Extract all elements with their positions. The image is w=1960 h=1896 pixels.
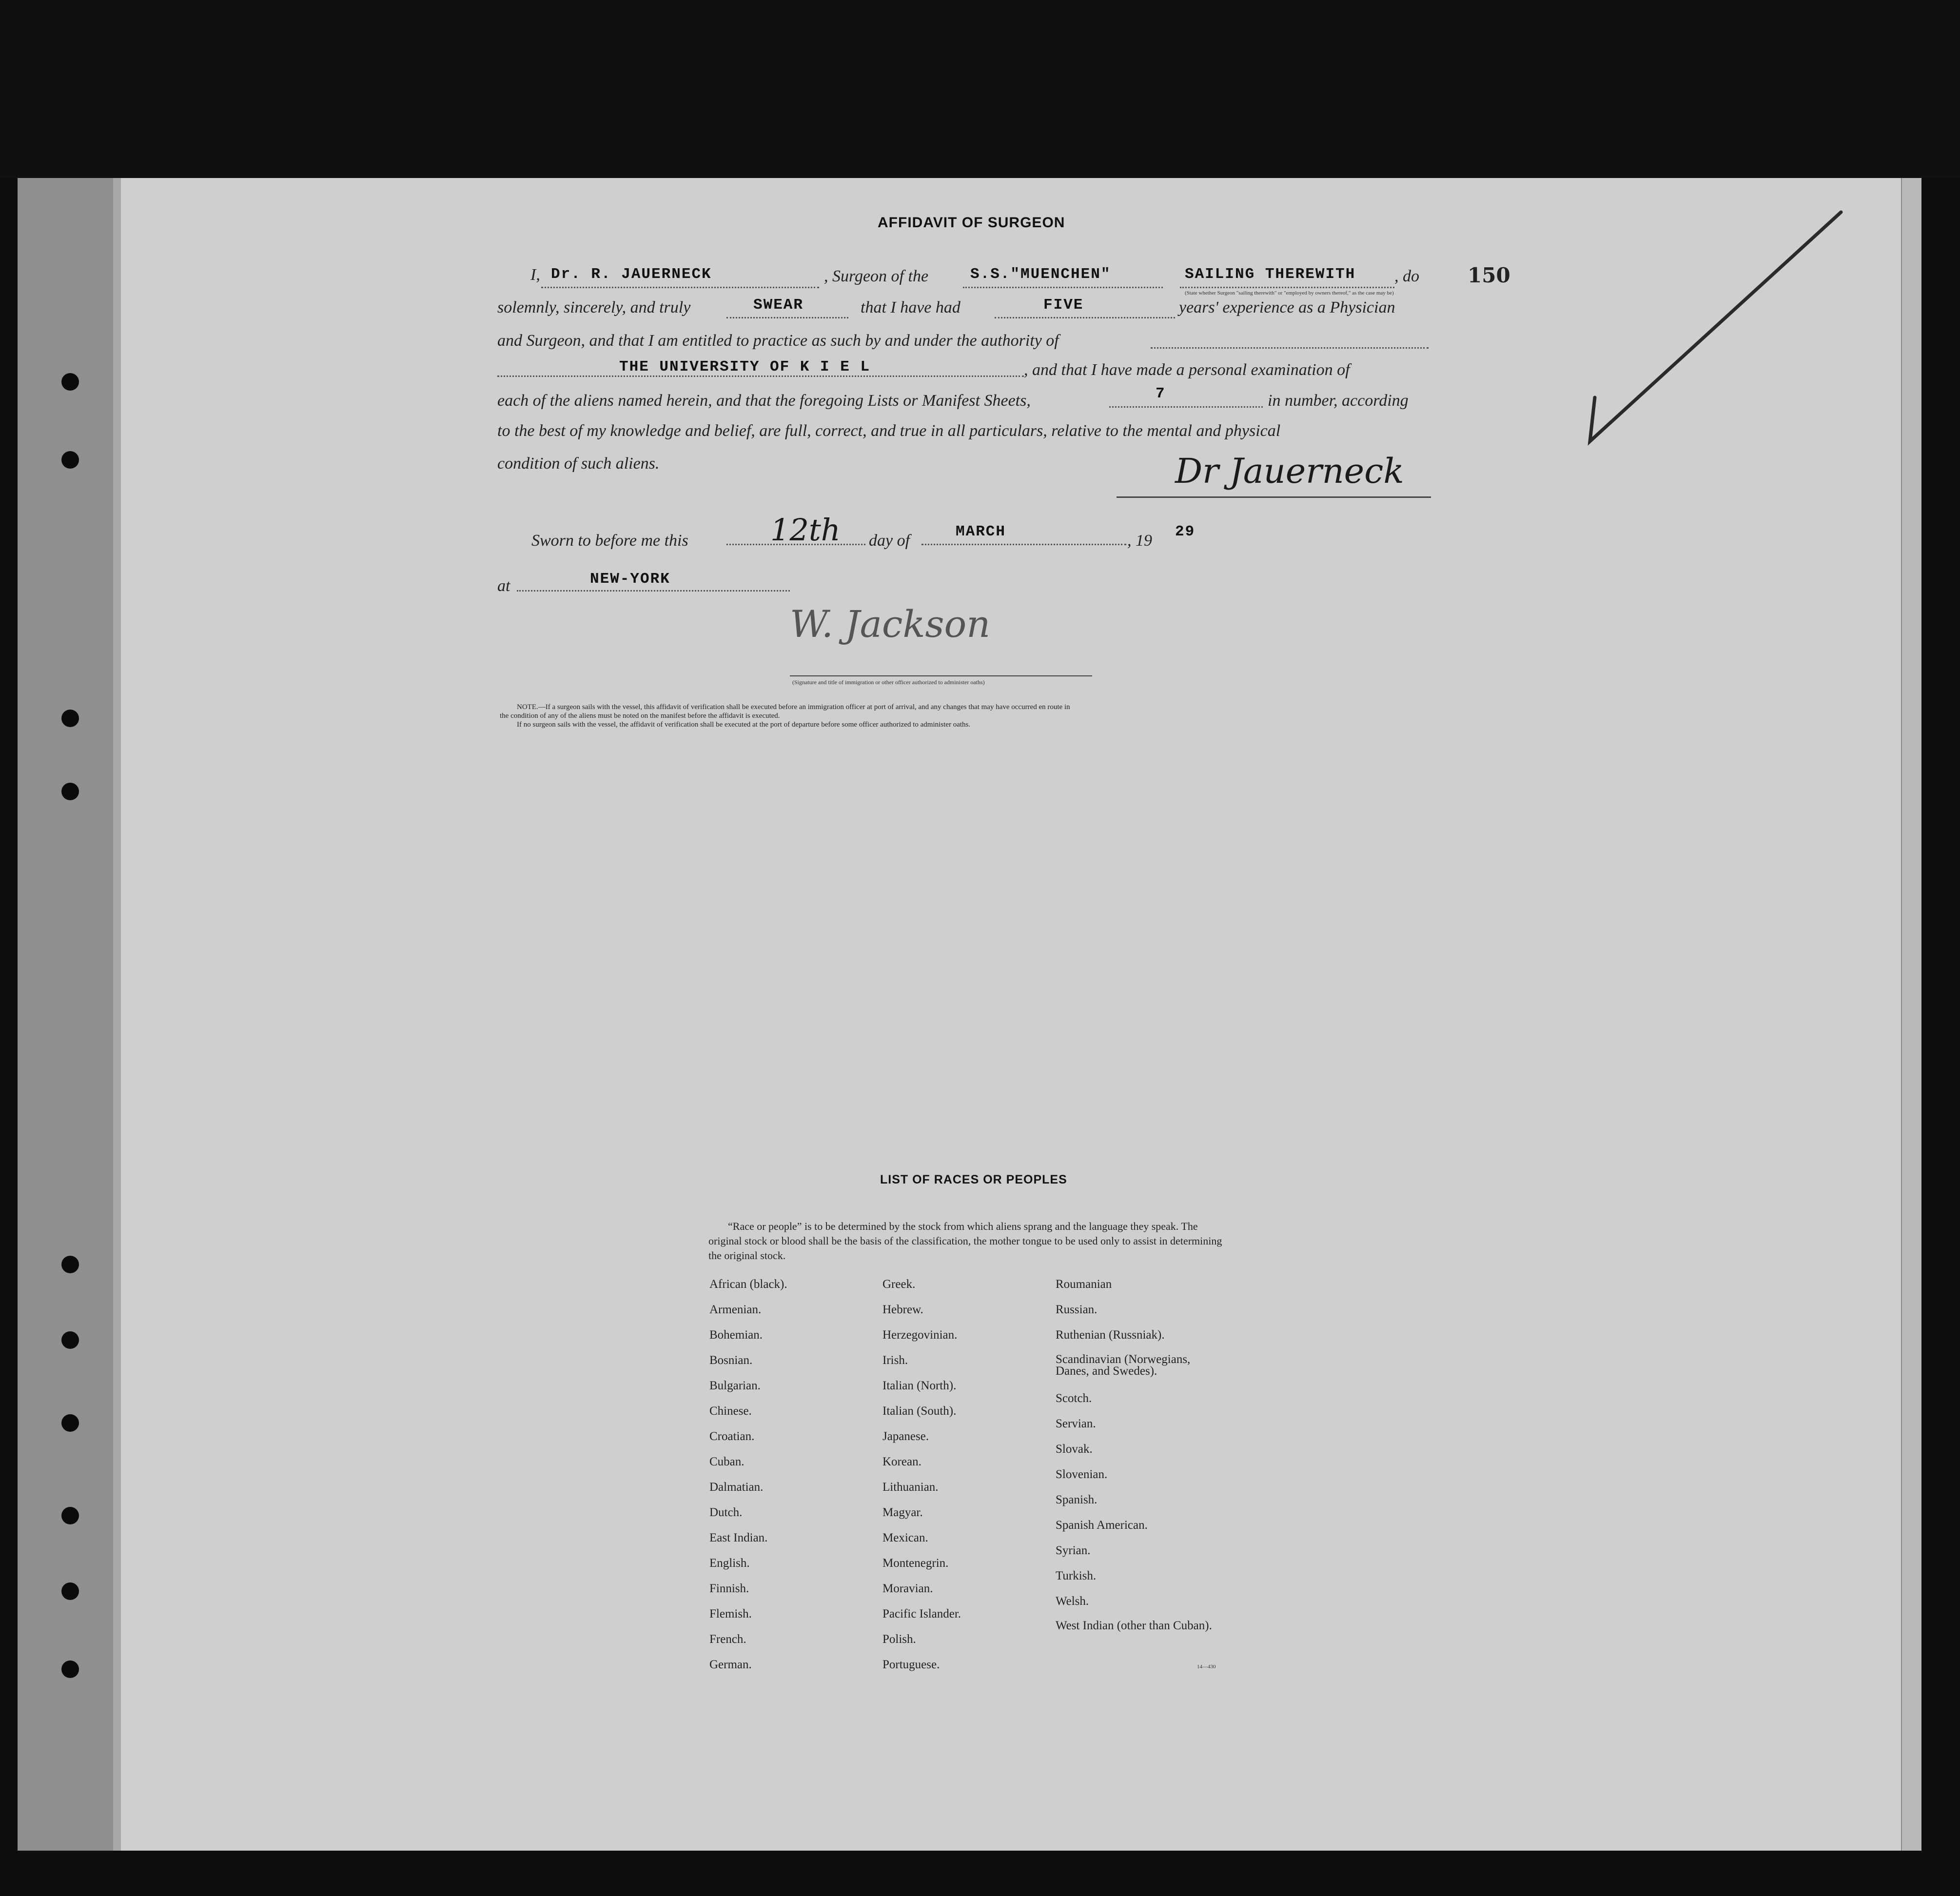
fill-line [1109, 406, 1263, 408]
officer-signature-line [790, 675, 1092, 676]
sailing-status: SAILING THEREWITH [1185, 266, 1356, 283]
line6: to the best of my knowledge and belief, are full, correct, and true in all particulars, relative to the mental and physical [497, 422, 1281, 440]
race-item: Bulgarian. [709, 1379, 761, 1392]
binding-edge [113, 178, 121, 1851]
race-item: Slovenian. [1056, 1468, 1108, 1481]
fill-line [963, 287, 1163, 288]
race-item: Russian. [1056, 1303, 1098, 1316]
fill-line [517, 590, 790, 592]
race-item: Greek. [882, 1278, 916, 1291]
race-item: Servian. [1056, 1417, 1096, 1430]
race-item: West Indian (other than Cuban). [1056, 1619, 1212, 1632]
race-item: Moravian. [882, 1582, 933, 1595]
race-item: German. [709, 1658, 752, 1671]
sworn-month: MARCH [956, 523, 1006, 540]
races-title: LIST OF RACES OR PEOPLES [880, 1173, 1067, 1186]
race-item: Syrian. [1056, 1544, 1091, 1557]
years-value: FIVE [1043, 296, 1084, 314]
race-item: Welsh. [1056, 1595, 1089, 1608]
race-item: Bohemian. [709, 1328, 763, 1342]
race-item: Spanish. [1056, 1493, 1098, 1506]
race-item: Flemish. [709, 1607, 752, 1620]
race-item: Croatian. [709, 1430, 755, 1443]
pencil-check-mark [1568, 198, 1861, 461]
sworn-day: 12th [770, 512, 841, 548]
race-item: Turkish. [1056, 1569, 1097, 1582]
race-item: Spanish American. [1056, 1519, 1148, 1532]
punch-hole [61, 1414, 79, 1432]
race-item: Japanese. [882, 1430, 929, 1443]
sworn-day-of: day of [869, 532, 910, 550]
race-item: Pacific Islander. [882, 1607, 961, 1620]
race-item: Cuban. [709, 1455, 745, 1468]
line1-do: , do [1394, 267, 1419, 285]
punch-hole [61, 1660, 79, 1678]
races-intro: “Race or people” is to be determined by the stock from which aliens sprang and the language they speak. The original stock or blood shall be the basis of the classification, the mother tongue to be used only to assist in determining the original stock. [708, 1220, 1222, 1262]
race-item: Irish. [882, 1354, 908, 1367]
race-item: Roumanian [1056, 1278, 1112, 1291]
race-item: Italian (South). [882, 1404, 957, 1418]
authority-value: THE UNIVERSITY OF K I E L [619, 358, 871, 375]
line2-tail: years' experience as a Physician [1179, 298, 1395, 316]
oath-value: SWEAR [753, 296, 804, 314]
punch-hole [61, 1507, 79, 1524]
officer-signature: W. Jackson [790, 602, 991, 646]
sheets-value: 7 [1156, 385, 1166, 402]
race-item: Portuguese. [882, 1658, 940, 1671]
line1-i: I, [530, 266, 540, 284]
line5-tail: in number, according [1268, 392, 1409, 410]
punch-hole [61, 1331, 79, 1349]
page-edge [1901, 178, 1921, 1851]
race-item: Mexican. [882, 1531, 928, 1544]
officer-caption: (Signature and title of immigration or other officer authorized to administer oaths) [792, 679, 985, 686]
fill-line [726, 317, 848, 318]
race-item: Bosnian. [709, 1354, 753, 1367]
race-item: Armenian. [709, 1303, 762, 1316]
fill-line [541, 287, 819, 288]
sworn-lead: Sworn to before me this [531, 532, 688, 550]
race-item: African (black). [709, 1278, 787, 1291]
race-item: Polish. [882, 1633, 916, 1646]
race-item: French. [709, 1633, 746, 1646]
race-item: Lithuanian. [882, 1481, 939, 1494]
sworn-year: 29 [1175, 523, 1196, 540]
affidavit-title: AFFIDAVIT OF SURGEON [878, 215, 1065, 231]
surgeon-signature: Dr Jauerneck [1175, 451, 1404, 491]
race-item: Herzegovinian. [882, 1328, 958, 1342]
note-line-1: NOTE.—If a surgeon sails with the vessel, this affidavit of verification shall be executed before an immigration officer at port of arrival, and any changes that may have occurred en route in [517, 703, 1070, 711]
vessel-name: S.S."MUENCHEN" [970, 266, 1111, 283]
race-item: Chinese. [709, 1404, 752, 1418]
fill-line [921, 544, 1126, 545]
scan-bottom-band [0, 1851, 1960, 1896]
race-item: Korean. [882, 1455, 921, 1468]
line2-mid: that I have had [861, 298, 960, 316]
signature-line [1117, 496, 1431, 498]
race-item: English. [709, 1557, 750, 1570]
punch-hole [61, 1582, 79, 1600]
sailing-note: (State whether Surgeon "sailing therewith" or "employed by owners thereof," as the case may be) [1185, 290, 1394, 296]
race-item: Montenegrin. [882, 1557, 949, 1570]
race-item: Dutch. [709, 1506, 743, 1519]
note-line-3: If no surgeon sails with the vessel, the affidavit of verification shall be executed at the port of departure before some officer authorized to administer oaths. [517, 721, 971, 729]
fill-line [497, 375, 1024, 377]
fill-line [995, 317, 1175, 318]
line7: condition of such aliens. [497, 454, 660, 473]
punch-hole [61, 1256, 79, 1273]
race-item: Scotch. [1056, 1392, 1092, 1405]
line5-lead: each of the aliens named herein, and that the foregoing Lists or Manifest Sheets, [497, 392, 1031, 410]
fill-line [726, 544, 865, 545]
race-item: Finnish. [709, 1582, 749, 1595]
punch-hole [61, 451, 79, 469]
fill-line [1180, 287, 1394, 288]
race-item: East Indian. [709, 1531, 768, 1544]
race-item: Italian (North). [882, 1379, 957, 1392]
race-item: Hebrew. [882, 1303, 923, 1316]
race-item: Slovak. [1056, 1442, 1093, 1456]
note-line-2: the condition of any of the aliens must be noted on the manifest before the affidavit is executed. [500, 712, 780, 720]
line2-lead: solemnly, sincerely, and truly [497, 298, 691, 316]
race-item: Ruthenian (Russniak). [1056, 1328, 1165, 1342]
race-item: Dalmatian. [709, 1481, 764, 1494]
at-label: at [497, 577, 510, 595]
surgeon-name: Dr. R. JAUERNECK [551, 266, 712, 283]
line4-tail: , and that I have made a personal examination of [1024, 361, 1350, 379]
punch-hole [61, 710, 79, 727]
form-number: 14—430 [1197, 1664, 1216, 1670]
sworn-year-prefix: , 19 [1127, 532, 1152, 550]
race-item: Magyar. [882, 1506, 923, 1519]
page-number: 150 [1468, 263, 1510, 287]
punch-hole [61, 783, 79, 800]
binding-strip [18, 178, 113, 1851]
punch-hole [61, 373, 79, 391]
at-place: NEW-YORK [590, 571, 670, 588]
line1-surgeon-of: , Surgeon of the [824, 267, 929, 285]
scan-top-band [0, 0, 1960, 178]
fill-line [1151, 347, 1429, 349]
line3: and Surgeon, and that I am entitled to practice as such by and under the authority of [497, 332, 1059, 350]
race-item: Scandinavian (Norwegians, Danes, and Swedes). [1056, 1353, 1191, 1378]
